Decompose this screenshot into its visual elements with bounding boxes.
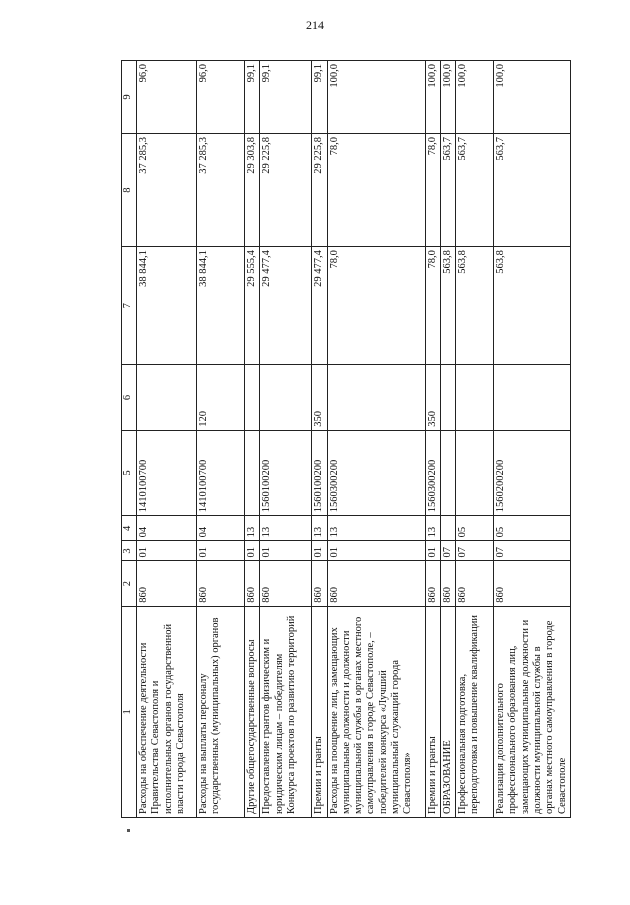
expense-type-cell: [260, 365, 312, 430]
plan-cell: 29 555,4: [245, 247, 260, 365]
expense-type-cell: 350: [312, 365, 327, 430]
percent-cell: 100,0: [494, 61, 571, 134]
actual-cell: 29 303,8: [245, 134, 260, 247]
target-cell: 1560200200: [494, 430, 571, 516]
plan-cell: 563,8: [456, 247, 494, 365]
subsection-cell: 13: [245, 516, 260, 541]
code-cell: 860: [425, 561, 440, 606]
expense-type-cell: [245, 365, 260, 430]
code-cell: 860: [494, 561, 571, 606]
actual-cell: 78,0: [425, 134, 440, 247]
code-cell: 860: [197, 561, 245, 606]
table-row: [494, 61, 571, 818]
actual-cell: 29 225,8: [312, 134, 327, 247]
subsection-cell: 05: [494, 516, 571, 541]
header-cell: 3: [122, 541, 137, 561]
table-row: [312, 61, 327, 818]
code-cell: 860: [137, 561, 197, 606]
percent-cell: 100,0: [425, 61, 440, 134]
plan-cell: 78,0: [425, 247, 440, 365]
plan-cell: 29 477,4: [260, 247, 312, 365]
subsection-cell: 04: [137, 516, 197, 541]
plan-cell: 38 844,1: [197, 247, 245, 365]
expense-type-cell: [456, 365, 494, 430]
header-cell: 8: [122, 134, 137, 247]
code-cell: 860: [312, 561, 327, 606]
table-row: [425, 61, 440, 818]
header-cell: 6: [122, 365, 137, 430]
subsection-cell: 13: [327, 516, 425, 541]
page-number: 214: [306, 18, 324, 32]
name-cell: Реализация дополнительного профессионального образования лиц, замещающих муниципальные должности и должности муниципальной службы в органах местного самоуправления в городе Севастополе: [494, 606, 571, 817]
subsection-cell: 13: [425, 516, 440, 541]
budget-table: [121, 60, 571, 818]
plan-cell: 38 844,1: [137, 247, 197, 365]
section-cell: 01: [425, 541, 440, 561]
expense-type-cell: 350: [425, 365, 440, 430]
expense-type-cell: 120: [197, 365, 245, 430]
actual-cell: 563,7: [440, 134, 455, 247]
name-cell: Расходы на выплаты персоналу государственных (муниципальных) органов: [197, 606, 245, 817]
actual-cell: 29 225,8: [260, 134, 312, 247]
section-cell: 07: [440, 541, 455, 561]
table-row: [245, 61, 260, 818]
table-row: [456, 61, 494, 818]
header-cell: 5: [122, 430, 137, 516]
target-cell: 1560300200: [425, 430, 440, 516]
header-cell: 1: [122, 606, 137, 817]
actual-cell: 37 285,3: [137, 134, 197, 247]
subsection-cell: 13: [260, 516, 312, 541]
name-cell: Премии и гранты: [312, 606, 327, 817]
section-cell: 01: [137, 541, 197, 561]
section-cell: 01: [245, 541, 260, 561]
name-cell: Профессиональная подготовка, переподготовка и повышение квалификации: [456, 606, 494, 817]
code-cell: 860: [440, 561, 455, 606]
name-cell: Предоставление грантов физическим и юридическим лицам – победителям Конкурса проектов по развитию территорий: [260, 606, 312, 817]
plan-cell: 563,8: [440, 247, 455, 365]
target-cell: [440, 430, 455, 516]
header-cell: 2: [122, 561, 137, 606]
header-cell: 9: [122, 61, 137, 134]
section-cell: 07: [494, 541, 571, 561]
expense-type-cell: [327, 365, 425, 430]
name-cell: Премии и гранты: [425, 606, 440, 817]
section-cell: 07: [456, 541, 494, 561]
percent-cell: 96,0: [197, 61, 245, 134]
expense-type-cell: [137, 365, 197, 430]
subsection-cell: 04: [197, 516, 245, 541]
percent-cell: 100,0: [456, 61, 494, 134]
target-cell: 1410100700: [137, 430, 197, 516]
rotated-table-container: [121, 60, 571, 818]
target-cell: 1560100200: [260, 430, 312, 516]
code-cell: 860: [260, 561, 312, 606]
target-cell: 1560300200: [327, 430, 425, 516]
percent-cell: 96,0: [137, 61, 197, 134]
header-cell: 4: [122, 516, 137, 541]
name-cell: ОБРАЗОВАНИЕ: [440, 606, 455, 817]
section-cell: 01: [197, 541, 245, 561]
plan-cell: 563,8: [494, 247, 571, 365]
percent-cell: 100,0: [327, 61, 425, 134]
section-cell: 01: [312, 541, 327, 561]
table-row: [197, 61, 245, 818]
target-cell: [245, 430, 260, 516]
section-cell: 01: [327, 541, 425, 561]
table-row: [260, 61, 312, 818]
margin-mark: [127, 829, 130, 832]
plan-cell: 78,0: [327, 247, 425, 365]
percent-cell: 99,1: [245, 61, 260, 134]
code-cell: 860: [245, 561, 260, 606]
expense-type-cell: [494, 365, 571, 430]
subsection-cell: 05: [456, 516, 494, 541]
actual-cell: 37 285,3: [197, 134, 245, 247]
name-cell: Расходы на поощрение лиц, замещающих муниципальные должности и должности муниципальной службы в органах местного самоуправления в городе Севастополе, – победителей конкурса «Лучший муниципальный служащий города Севастополя»: [327, 606, 425, 817]
target-cell: 1410100700: [197, 430, 245, 516]
table-row: [137, 61, 197, 818]
section-cell: 01: [260, 541, 312, 561]
actual-cell: 78,0: [327, 134, 425, 247]
table-row: [440, 61, 455, 818]
subsection-cell: [440, 516, 455, 541]
name-cell: Расходы на обеспечение деятельности Правительства Севастополя и исполнительных органов государственной власти города Севастополя: [137, 606, 197, 817]
code-cell: 860: [327, 561, 425, 606]
actual-cell: 563,7: [494, 134, 571, 247]
subsection-cell: 13: [312, 516, 327, 541]
actual-cell: 563,7: [456, 134, 494, 247]
target-cell: [456, 430, 494, 516]
header-row: [122, 61, 137, 818]
table-row: [327, 61, 425, 818]
code-cell: 860: [456, 561, 494, 606]
percent-cell: 99,1: [312, 61, 327, 134]
percent-cell: 100,0: [440, 61, 455, 134]
percent-cell: 99,1: [260, 61, 312, 134]
target-cell: 1560100200: [312, 430, 327, 516]
plan-cell: 29 477,4: [312, 247, 327, 365]
header-cell: 7: [122, 247, 137, 365]
expense-type-cell: [440, 365, 455, 430]
name-cell: Другие общегосударственные вопросы: [245, 606, 260, 817]
